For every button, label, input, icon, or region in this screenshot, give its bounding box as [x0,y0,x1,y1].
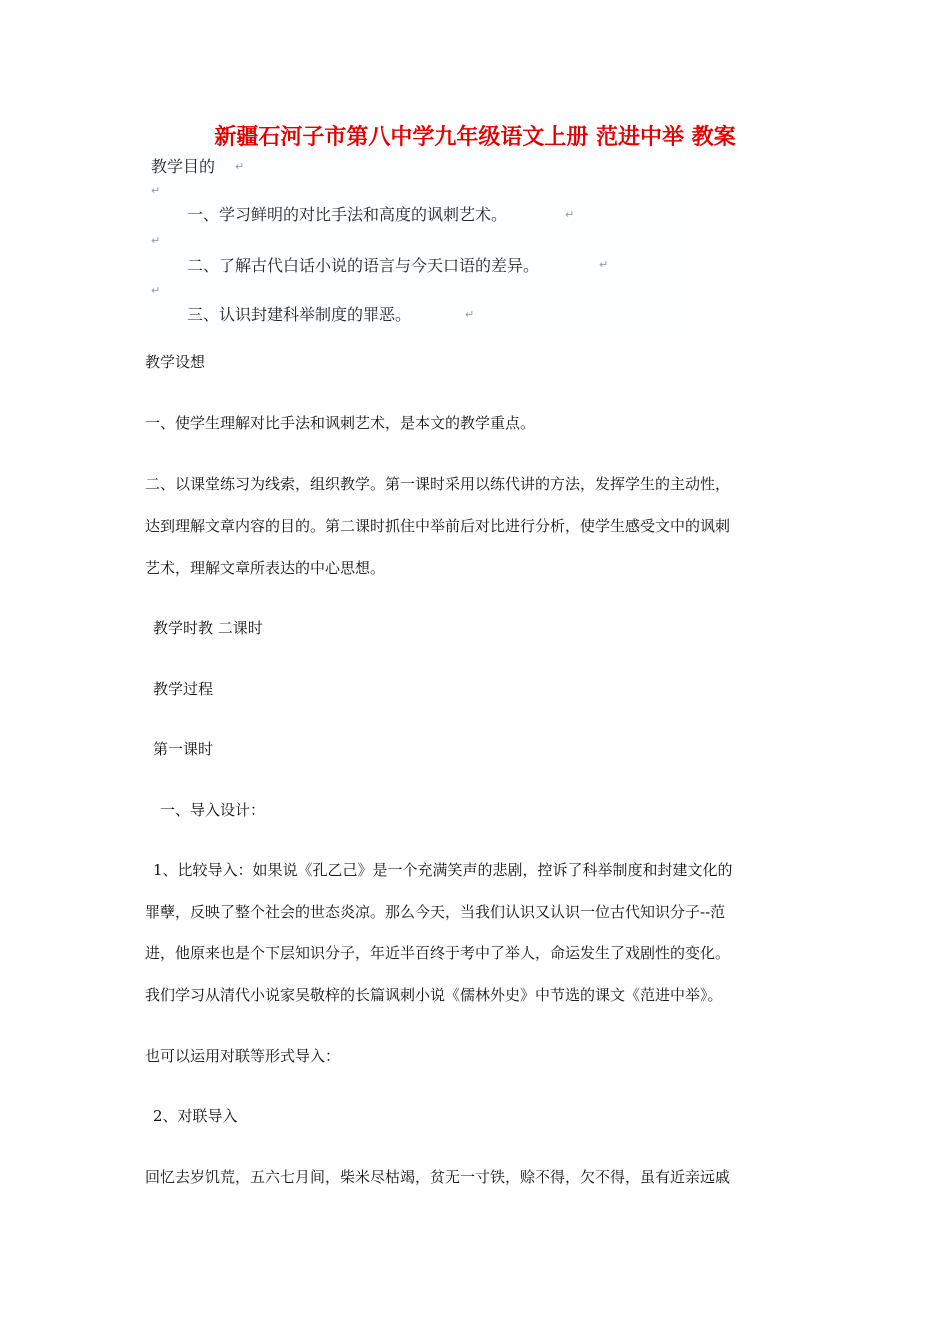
intro-1-line-1: 1、比较导入：如果说《孔乙己》是一个充满笑声的悲剧，控诉了科举制度和封建文化的 [153,861,733,879]
goal-item-1: 一、学习鲜明的对比手法和高度的讽刺艺术。 [187,205,508,224]
document-title: 新疆石河子市第八中学九年级语文上册 范进中举 教案 [214,125,736,150]
process-heading: 教学过程 [153,680,214,698]
paragraph-mark-icon: ↵ [235,160,245,173]
paragraph-mark-icon: ↵ [465,308,475,321]
goals-heading: 教学目的 [151,157,216,176]
goal-item-3: 三、认识封建科举制度的罪恶。 [187,305,412,324]
intro-1-line-4: 我们学习从清代小说家吴敬梓的长篇讽刺小说《儒林外史》中节选的课文《范进中举》。 [145,986,723,1004]
intro-2-heading: 2、对联导入 [153,1107,238,1125]
design-point-2-line-3: 艺术，理解文章所表达的中心思想。 [145,559,386,577]
teaching-hours: 教学时教 二课时 [153,619,263,637]
paragraph-mark-icon: ↵ [599,258,609,271]
intro-1-line-2: 罪孽，反映了整个社会的世态炎凉。那么今天，当我们认识又认识一位古代知识分子--范 [145,903,726,921]
paragraph-mark-icon: ↵ [151,284,161,297]
design-point-2-line-2: 达到理解文章内容的目的。第二课时抓住中举前后对比进行分析，使学生感受文中的讽刺 [145,517,731,535]
paragraph-mark-icon: ↵ [151,184,161,197]
teaching-goals-box [143,150,688,336]
design-point-1: 一、使学生理解对比手法和讽刺艺术，是本文的教学重点。 [145,414,536,432]
design-point-2-line-1: 二、以课堂练习为线索，组织教学。第一课时采用以练代讲的方法，发挥学生的主动性， [145,475,731,493]
couplet-line-1: 回忆去岁饥荒，五六七月间，柴米尽枯竭，贫无一寸铁，赊不得，欠不得，虽有近亲远戚 [145,1168,731,1186]
lesson-1-heading: 第一课时 [153,740,214,758]
paragraph-mark-icon: ↵ [151,234,161,247]
goal-item-2: 二、了解古代白话小说的语言与今天口语的差异。 [187,256,540,275]
intro-heading: 一、导入设计： [160,801,266,819]
design-heading: 教学设想 [145,353,206,371]
intro-1-line-3: 进，他原来也是个下层知识分子，年近半百终于考中了举人，命运发生了戏剧性的变化。 [145,944,731,962]
couplet-alternative: 也可以运用对联等形式导入： [145,1047,341,1065]
paragraph-mark-icon: ↵ [565,208,575,221]
